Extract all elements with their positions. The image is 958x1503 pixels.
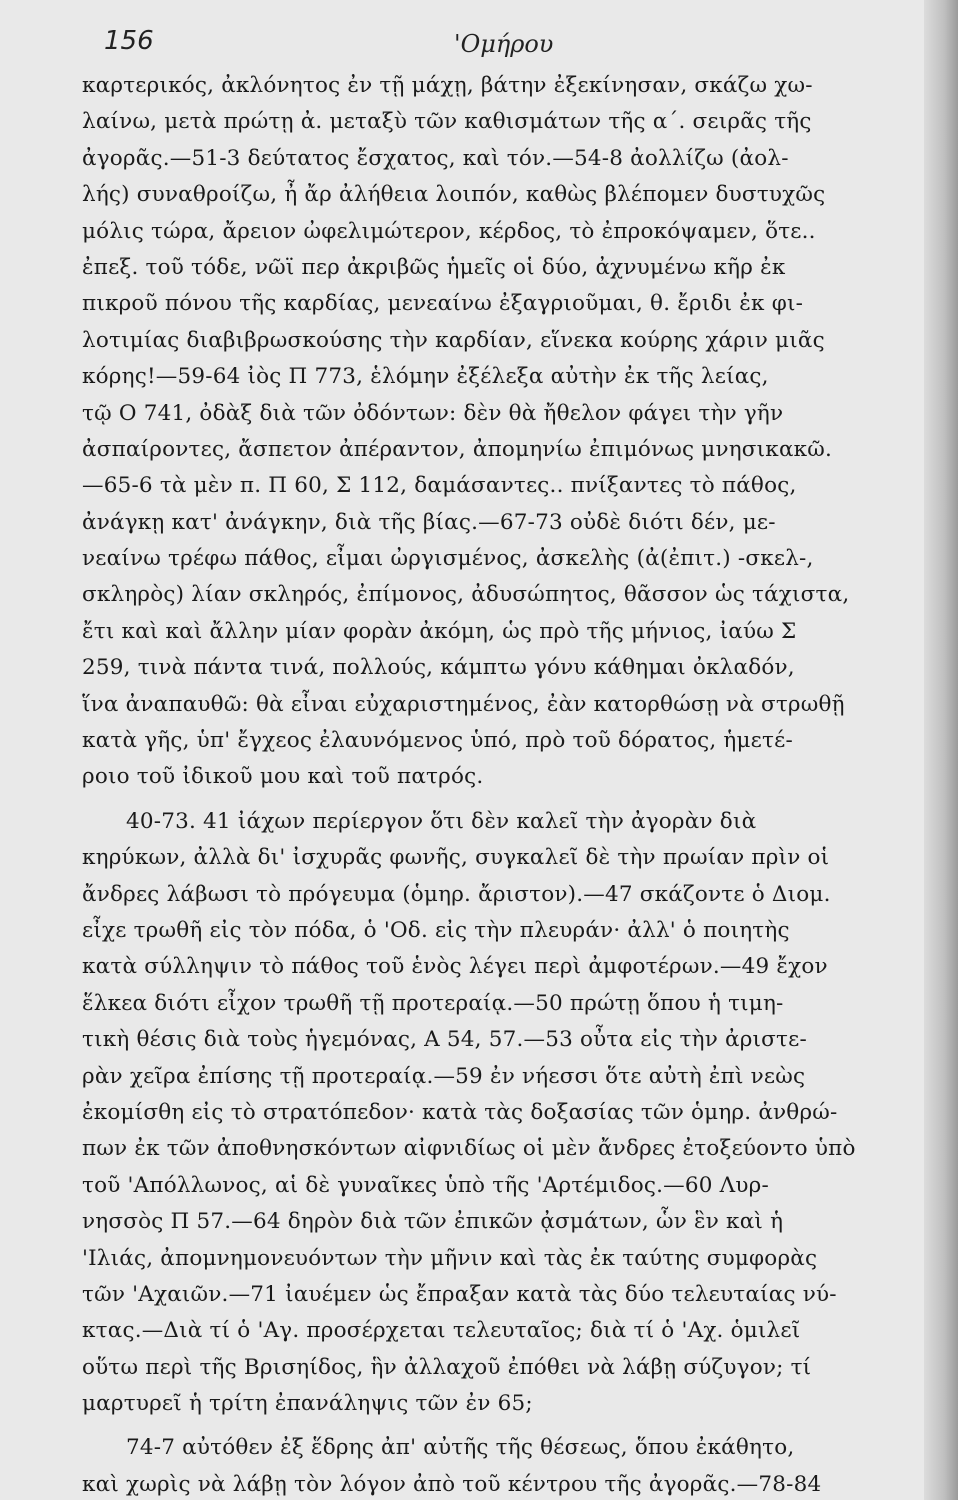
text-line: πων ἐκ τῶν ἀποθνησκόντων αἰφνιδίως οἱ μὲν ἄνδρες ἐτοξεύοντο ὑπὸ: [82, 1136, 856, 1162]
text-line: κατὰ γῆς, ὑπ' ἔγχεος ἐλαυνόμενος ὑπό, πρὸ τοῦ δόρατος, ἡμετέ-: [82, 728, 793, 754]
section-heading-line: 74-7 αὐτόθεν ἐξ ἕδρης ἀπ' αὐτῆς τῆς θέσεως, ὅπου ἐκάθητο,: [126, 1435, 795, 1461]
text-line: λοτιμίας διαβιβρωσκούσης τὴν καρδίαν, εἵνεκα κούρης χάριν μιᾶς: [82, 327, 825, 353]
text-line: ἔτι καὶ καὶ ἄλλην μίαν φορὰν ἀκόμη, ὡς πρὸ τῆς μήνιος, ἰαύω Σ: [82, 618, 797, 644]
text-line: νεαίνω τρέφω πάθος, εἶμαι ὠργισμένος, ἀσκελὴς (ἀ(ἐπιτ.) -σκελ-,: [82, 546, 814, 572]
text-line: κόρης!—59-64 ἰὸς Π 773, ἑλόμην ἐξέλεξα αὐτὴν ἐκ τῆς λείας,: [82, 364, 769, 390]
text-line: ἕλκεα διότι εἶχον τρωθῆ τῇ προτεραίᾳ.—50 πρώτῃ ὅπου ἡ τιμη-: [82, 990, 784, 1016]
text-line: ἄνδρες λάβωσι τὸ πρόγευμα (ὁμηρ. ἄριστον).—47 σκάζοντε ὁ Διομ.: [82, 881, 831, 907]
text-line: ἐκομίσθη εἰς τὸ στρατόπεδον· κατὰ τὰς δοξασίας τῶν ὁμηρ. ἀνθρώ-: [82, 1099, 838, 1125]
text-line: κτας.—Διὰ τί ὁ 'Αγ. προσέρχεται τελευταῖος; διὰ τί ὁ 'Αχ. ὁμιλεῖ: [82, 1318, 801, 1344]
text-line: τῶν 'Αχαιῶν.—71 ἰαυέμεν ὡς ἔπραξαν κατὰ τὰς δύο τελευταίας νύ-: [82, 1281, 837, 1307]
text-line: τῷ Ο 741, ὀδὰξ διὰ τῶν ὀδόντων: δὲν θὰ ἤθελον φάγει τὴν γῆν: [82, 400, 784, 426]
text-line: οὕτω περὶ τῆς Βρισηίδος, ἣν ἀλλαχοῦ ἐπόθει νὰ λάβῃ σύζυγον; τί: [82, 1354, 812, 1380]
text-line: ἀνάγκῃ κατ' ἀνάγκην, διὰ τῆς βίας.—67-73 οὐδὲ διότι δέν, με-: [82, 509, 776, 535]
running-title: 'Ομήρου: [454, 30, 554, 58]
text-line: καὶ χωρὶς νὰ λάβῃ τὸν λόγον ἀπὸ τοῦ κέντρου τῆς ἀγορᾶς.—78-84: [82, 1471, 822, 1497]
text-line: εἶχε τρωθῆ εἰς τὸν πόδα, ὁ 'Οδ. εἰς τὴν πλευράν· ἀλλ' ὁ ποιητὴς: [82, 917, 790, 943]
text-line: πικροῦ πόνου τῆς καρδίας, μενεαίνω ἐξαγριοῦμαι, θ. ἔριδι ἐκ φι-: [82, 291, 804, 317]
text-line: 259, τινὰ πάντα τινά, πολλούς, κάμπτω γόνυ κάθημαι ὀκλαδόν,: [82, 655, 795, 681]
text-line: κηρύκων, ἀλλὰ δι' ἰσχυρᾶς φωνῆς, συγκαλεῖ δὲ τὴν πρωίαν πρὶν οἱ: [82, 845, 830, 871]
page-header: [104, 22, 924, 66]
text-line: ἵνα ἀναπαυθῶ: θὰ εἶναι εὐχαριστημένος, ἐὰν κατορθώσῃ νὰ στρωθῇ: [82, 691, 845, 717]
page-number: 156: [104, 26, 154, 56]
text-line: μαρτυρεῖ ἡ τρίτη ἐπανάληψις τῶν ἐν 65;: [82, 1391, 533, 1417]
text-line: τικὴ θέσις διὰ τοὺς ἡγεμόνας, Α 54, 57.—53 οὖτα εἰς τὴν ἀριστε-: [82, 1027, 807, 1053]
page-edge-shadow: [924, 0, 958, 1500]
text-line: νησσὸς Π 57.—64 δηρὸν διὰ τῶν ἐπικῶν ᾀσμάτων, ὧν ἓν καὶ ἡ: [82, 1209, 784, 1235]
text-line: καρτερικός, ἀκλόνητος ἐν τῇ μάχῃ, βάτην ἐξεκίνησαν, σκάζω χω-: [82, 73, 813, 98]
text-line: ἐπεξ. τοῦ τόδε, νῶϊ περ ἀκριβῶς ἡμεῖς οἱ δύο, ἀχνυμένω κῆρ ἐκ: [82, 254, 786, 280]
text-line: λαίνω, μετὰ πρώτῃ ἀ. μεταξὺ τῶν καθισμάτων τῆς α΄. σειρᾶς τῆς: [82, 109, 812, 135]
text-line: ἀσπαίροντες, ἄσπετον ἀπέραντον, ἀπομηνίω ἐπιμόνως μνησικακῶ.: [82, 436, 833, 462]
commentary-text: [82, 68, 918, 1503]
text-line: —65-6 τὰ μὲν π. Π 60, Σ 112, δαμάσαντες.. πνίξαντες τὸ πάθος,: [82, 473, 797, 499]
text-line: ρὰν χεῖρα ἐπίσης τῇ προτεραίᾳ.—59 ἐν νήεσσι ὅτε αὐτὴ ἐπὶ νεὼς: [82, 1063, 806, 1089]
text-line: κατὰ σύλληψιν τὸ πάθος τοῦ ἑνὸς λέγει περὶ ἀμφοτέρων.—49 ἔχον: [82, 954, 828, 980]
text-line: 'Ιλιάς, ἀπομνημονευόντων τὴν μῆνιν καὶ τὰς ἐκ ταύτης συμφορὰς: [82, 1245, 818, 1271]
text-line: τοῦ 'Απόλλωνος, αἱ δὲ γυναῖκες ὑπὸ τῆς 'Αρτέμιδος.—60 Λυρ-: [82, 1172, 769, 1198]
text-line: ἀγορᾶς.—51-3 δεύτατος ἔσχατος, καὶ τόν.—54-8 ἀολλίζω (ἀολ-: [82, 145, 789, 171]
section-heading-line: 40-73. 41 ἰάχων περίεργον ὅτι δὲν καλεῖ τὴν ἀγορὰν διὰ: [126, 808, 757, 834]
text-line: σκληρὸς) λίαν σκληρός, ἐπίμονος, ἀδυσώπητος, θᾶσσον ὡς τάχιστα,: [82, 582, 850, 608]
text-line: ροιο τοῦ ἰδικοῦ μου καὶ τοῦ πατρός.: [82, 764, 484, 790]
text-line: λής) συναθροίζω, ἦ ἄρ ἀλήθεια λοιπόν, καθὼς βλέπομεν δυστυχῶς: [82, 182, 826, 208]
text-line: μόλις τώρα, ἄρειον ὠφελιμώτερον, κέρδος, τὸ ἐπροκόψαμεν, ὅτε..: [82, 218, 816, 244]
